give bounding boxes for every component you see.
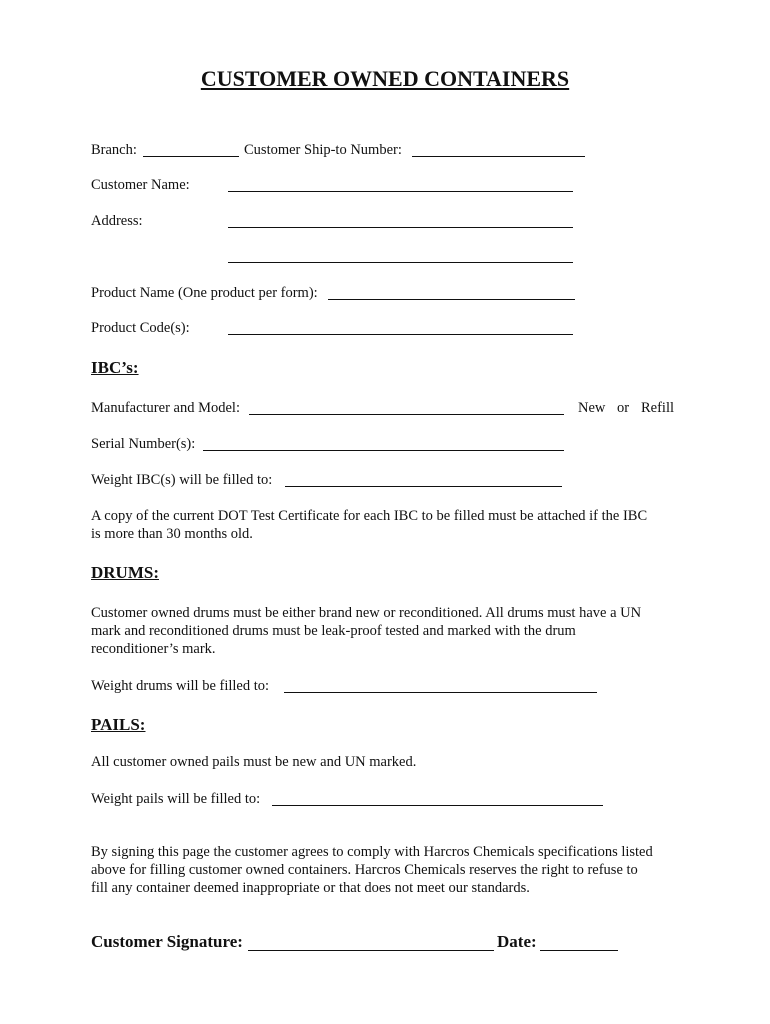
- customer-name-field[interactable]: [228, 191, 573, 192]
- date-field[interactable]: [540, 950, 618, 951]
- product-codes-field[interactable]: [228, 334, 573, 335]
- ibc-heading: IBC’s:: [91, 358, 139, 377]
- or-label: or: [617, 400, 630, 416]
- ibc-weight-field[interactable]: [285, 486, 562, 487]
- product-name-field[interactable]: [328, 299, 575, 300]
- manufacturer-label: Manufacturer and Model:: [91, 400, 240, 416]
- drums-text-line1: Customer owned drums must be either brand new or reconditioned. All drums must have a UN: [91, 605, 642, 621]
- customer-name-label: Customer Name:: [91, 177, 190, 193]
- ibc-note-line1: A copy of the current DOT Test Certificate for each IBC to be filled must be attached if the IBC: [91, 508, 648, 524]
- serial-field[interactable]: [203, 450, 564, 451]
- branch-field[interactable]: [143, 156, 239, 157]
- address-label: Address:: [91, 213, 143, 229]
- drums-text-line3: reconditioner’s mark.: [91, 641, 216, 657]
- ship-to-label: Customer Ship-to Number:: [244, 142, 402, 158]
- manufacturer-field[interactable]: [249, 414, 564, 415]
- serial-label: Serial Number(s):: [91, 436, 196, 452]
- ship-to-field[interactable]: [412, 156, 585, 157]
- agreement-line2: above for filling customer owned containers. Harcros Chemicals reserves the right to refuse to: [91, 862, 638, 878]
- refill-option[interactable]: Refill: [641, 400, 675, 416]
- agreement-line3: fill any container deemed inappropriate or that does not meet our standards.: [91, 880, 530, 896]
- ibc-weight-label: Weight IBC(s) will be filled to:: [91, 472, 273, 488]
- pails-weight-field[interactable]: [272, 805, 603, 806]
- pails-text: All customer owned pails must be new and UN marked.: [91, 754, 417, 770]
- address-field-line2[interactable]: [228, 262, 573, 263]
- signature-label: Customer Signature:: [91, 932, 243, 951]
- drums-text-line2: mark and reconditioned drums must be leak-proof tested and marked with the drum: [91, 623, 576, 639]
- drums-weight-label: Weight drums will be filled to:: [91, 678, 270, 694]
- agreement-line1: By signing this page the customer agrees to comply with Harcros Chemicals specifications listed: [91, 844, 653, 860]
- new-option[interactable]: New: [578, 400, 606, 416]
- date-label: Date:: [497, 932, 537, 951]
- product-codes-label: Product Code(s):: [91, 320, 190, 336]
- drums-weight-field[interactable]: [284, 692, 597, 693]
- ibc-note-line2: is more than 30 months old.: [91, 526, 253, 542]
- signature-field[interactable]: [248, 950, 494, 951]
- pails-weight-label: Weight pails will be filled to:: [91, 791, 261, 807]
- address-field-line1[interactable]: [228, 227, 573, 228]
- page-title: CUSTOMER OWNED CONTAINERS: [200, 66, 570, 91]
- drums-heading: DRUMS:: [91, 563, 159, 582]
- branch-label: Branch:: [91, 142, 137, 158]
- product-name-label: Product Name (One product per form):: [91, 285, 318, 301]
- pails-heading: PAILS:: [91, 715, 146, 734]
